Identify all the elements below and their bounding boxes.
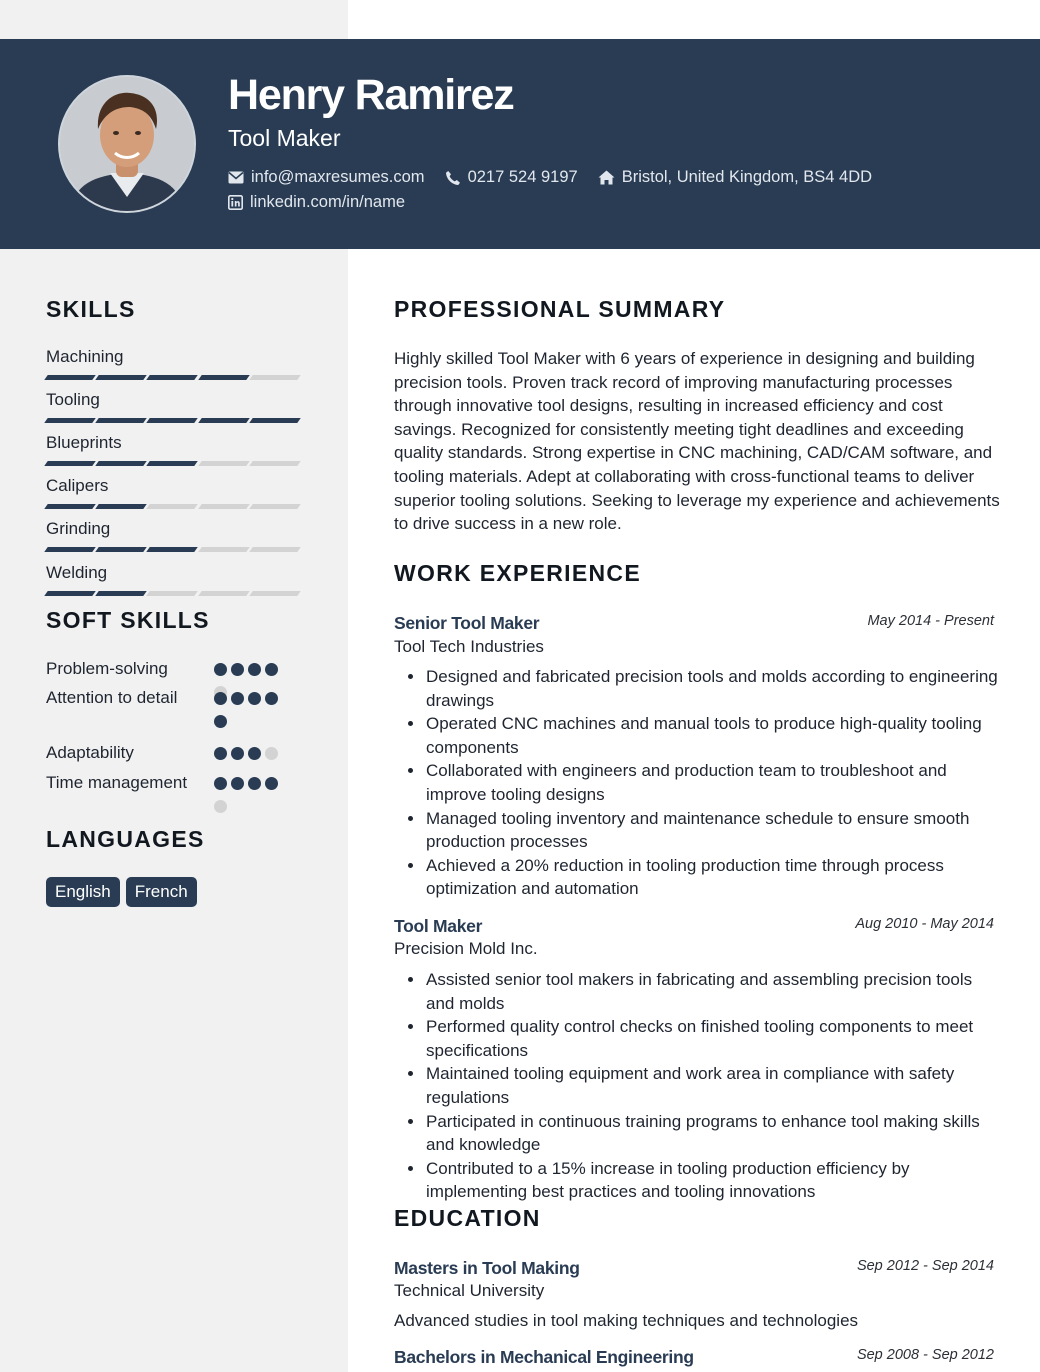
location-text: Bristol, United Kingdom, BS4 4DD [621, 168, 873, 186]
rating-segment-filled [147, 547, 198, 552]
rating-dot-filled [248, 663, 261, 676]
list-item: Assisted senior tool makers in fabricating and assembling precision tools and molds [426, 968, 1000, 1015]
rating-dot-filled [214, 715, 227, 728]
skill-label: Welding [46, 563, 108, 582]
list-item: Contributed to a 15% increase in tooling production efficiency by implementing best practices and tooling innovations [426, 1157, 1000, 1204]
soft-skill-label: Adaptability [46, 743, 134, 762]
list-item: Performed quality control checks on finished tooling components to meet specifications [426, 1015, 1000, 1062]
rating-segment-filled [95, 461, 146, 466]
rating-dot-filled [265, 692, 278, 705]
portrait-photo [60, 77, 194, 211]
skill-label: Machining [46, 347, 124, 366]
skill-label: Calipers [46, 476, 109, 495]
envelope-icon [228, 171, 244, 184]
linkedin-text: linkedin.com/in/name [250, 193, 405, 211]
skill-rating-bar [46, 504, 302, 509]
job-bullet-list [426, 665, 1000, 901]
rating-segment-filled [95, 504, 146, 509]
job-title: Senior Tool Maker [394, 613, 540, 633]
candidate-title: Tool Maker [228, 125, 341, 151]
rating-dot-filled [248, 747, 261, 760]
linkedin-icon [228, 195, 243, 210]
skill-item [46, 347, 302, 380]
phone-icon [445, 170, 461, 186]
skills-heading: SKILLS [46, 296, 136, 322]
job-bullet-list [426, 968, 1000, 1204]
skill-item [46, 563, 302, 596]
skill-rating-bar [46, 591, 302, 596]
contact-linkedin[interactable] [228, 193, 405, 212]
language-badge: French [126, 877, 197, 907]
list-item: Participated in continuous training programs to enhance tool making skills and knowledge [426, 1110, 1000, 1157]
contact-location [598, 168, 872, 187]
rating-dot-empty [214, 800, 227, 813]
rating-segment-empty [249, 591, 300, 596]
rating-segment-filled [44, 375, 95, 380]
soft-skill-rating [214, 747, 294, 770]
rating-segment-empty [249, 375, 300, 380]
rating-segment-filled [95, 418, 146, 423]
soft-skill-rating [214, 777, 294, 823]
list-item: Achieved a 20% reduction in tooling production time through process optimization and automation [426, 854, 1000, 901]
skill-item [46, 476, 302, 509]
language-badge: English [46, 877, 120, 907]
summary-text: Highly skilled Tool Maker with 6 years of experience in designing and building precision tools. Proven track record of improving manufacturing processes through innovative tool designs, resulting in increased efficiency and cost savings. Recognized for consistently meeting tight deadlines and exceeding quality standards. Strong expertise in CNC machining, CAD/CAM software, and tooling materials. Adept at collaborating with cross-functional teams to deliver superior tooling solutions. Seeking to leverage my experience and achievements to drive success in a new role. [394, 349, 1000, 534]
skill-label: Blueprints [46, 433, 122, 452]
rating-dot-filled [214, 663, 227, 676]
rating-dot-filled [265, 663, 278, 676]
rating-segment-filled [44, 418, 95, 423]
job-company: Precision Mold Inc. [394, 939, 538, 958]
rating-segment-empty [249, 461, 300, 466]
rating-segment-empty [147, 591, 198, 596]
rating-segment-filled [44, 461, 95, 466]
contact-row [228, 168, 892, 187]
rating-segment-filled [95, 591, 146, 596]
contact-email[interactable] [228, 168, 425, 187]
rating-segment-empty [249, 547, 300, 552]
rating-segment-filled [147, 418, 198, 423]
rating-segment-filled [147, 461, 198, 466]
rating-segment-filled [95, 375, 146, 380]
job-title: Tool Maker [394, 916, 483, 936]
rating-segment-filled [198, 375, 249, 380]
language-list [46, 877, 203, 907]
list-item: Maintained tooling equipment and work area in compliance with safety regulations [426, 1062, 1000, 1109]
skill-rating-bar [46, 418, 302, 423]
rating-dot-filled [231, 692, 244, 705]
list-item: Operated CNC machines and manual tools to produce high-quality tooling components [426, 712, 1000, 759]
skill-item [46, 433, 302, 466]
soft-skill-rating [214, 692, 294, 738]
education-heading: EDUCATION [394, 1205, 541, 1231]
skill-rating-bar [46, 461, 302, 466]
rating-dot-filled [214, 777, 227, 790]
home-icon [598, 170, 615, 185]
rating-dot-filled [231, 663, 244, 676]
rating-segment-filled [95, 547, 146, 552]
rating-dot-filled [248, 692, 261, 705]
contact-phone[interactable] [445, 168, 578, 187]
education-school: Technical University [394, 1281, 545, 1300]
resume-header [0, 39, 1040, 249]
education-degree: Bachelors in Mechanical Engineering [394, 1347, 694, 1367]
job-dates: Aug 2010 - May 2014 [855, 916, 994, 932]
rating-dot-filled [231, 747, 244, 760]
education-description: Advanced studies in tool making techniques and technologies [394, 1311, 859, 1330]
rating-segment-empty [198, 504, 249, 509]
candidate-name: Henry Ramirez [228, 71, 514, 119]
avatar [58, 75, 196, 213]
soft-skill-label: Problem-solving [46, 659, 168, 678]
rating-dot-filled [214, 692, 227, 705]
rating-dot-filled [231, 777, 244, 790]
rating-segment-empty [198, 461, 249, 466]
rating-segment-empty [249, 504, 300, 509]
summary-heading: PROFESSIONAL SUMMARY [394, 296, 726, 322]
education-dates: Sep 2012 - Sep 2014 [856, 1258, 994, 1274]
skill-label: Tooling [46, 390, 100, 409]
job-company: Tool Tech Industries [394, 637, 544, 656]
soft-skills-heading: SOFT SKILLS [46, 607, 210, 633]
list-item: Designed and fabricated precision tools and molds according to engineering drawings [426, 665, 1000, 712]
rating-segment-filled [44, 504, 95, 509]
experience-heading: WORK EXPERIENCE [394, 560, 641, 586]
education-dates: Sep 2008 - Sep 2012 [856, 1347, 994, 1363]
rating-segment-filled [44, 547, 95, 552]
skill-rating-bar [46, 547, 302, 552]
skill-rating-bar [46, 375, 302, 380]
skill-item [46, 519, 302, 552]
list-item: Collaborated with engineers and production team to troubleshoot and improve tooling designs [426, 759, 1000, 806]
rating-segment-filled [249, 418, 300, 423]
rating-segment-empty [198, 547, 249, 552]
soft-skill-label: Attention to detail [46, 688, 178, 707]
list-item: Managed tooling inventory and maintenance schedule to ensure smooth production processes [426, 807, 1000, 854]
soft-skill-label: Time management [46, 773, 188, 792]
skill-label: Grinding [46, 519, 111, 538]
skill-item [46, 390, 302, 423]
rating-segment-filled [198, 418, 249, 423]
job-dates: May 2014 - Present [867, 613, 994, 629]
rating-dot-filled [214, 747, 227, 760]
phone-text: 0217 524 9197 [467, 168, 578, 186]
rating-dot-filled [248, 777, 261, 790]
rating-segment-filled [44, 591, 95, 596]
education-degree: Masters in Tool Making [394, 1258, 580, 1278]
rating-dot-empty [265, 747, 278, 760]
rating-segment-empty [147, 504, 198, 509]
rating-dot-filled [265, 777, 278, 790]
email-text: info@maxresumes.com [251, 168, 425, 186]
rating-segment-empty [198, 591, 249, 596]
languages-heading: LANGUAGES [46, 826, 205, 852]
rating-segment-filled [147, 375, 198, 380]
contact-row [228, 193, 425, 212]
